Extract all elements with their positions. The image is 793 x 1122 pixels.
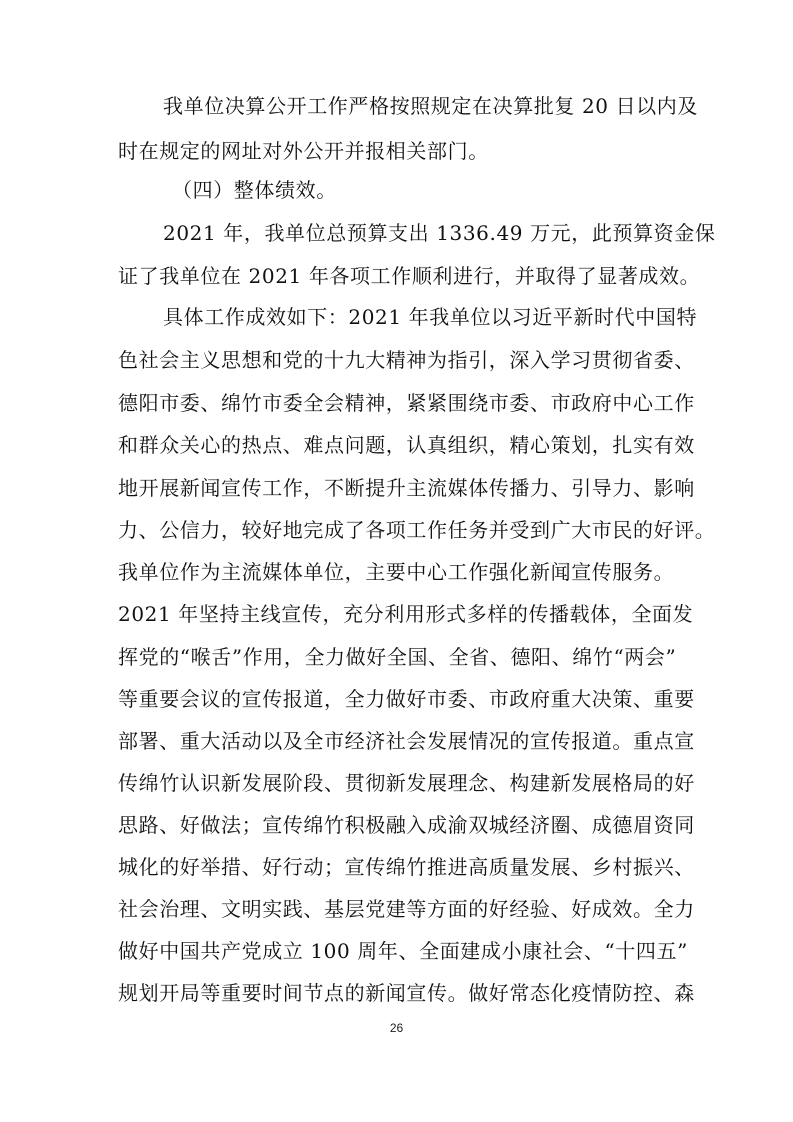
- paragraph-line-21: 做好中国共产党成立 100 周年、全面建成小康社会、“十四五”: [118, 939, 688, 963]
- paragraph-line-14: 挥党的“喉舌”作用，全力做好全国、全省、德阳、绵竹“两会”: [118, 645, 677, 669]
- paragraph-line-12: 我单位作为主流媒体单位，主要中心工作强化新闻宣传服务。: [118, 560, 675, 584]
- paragraph-line-4: 2021 年，我单位总预算支出 1336.49 万元，此预算资金保: [163, 221, 716, 245]
- page-number: 26: [389, 1021, 404, 1035]
- paragraph-line-8: 德阳市委、绵竹市委全会精神，紧紧围绕市委、市政府中心工作: [118, 391, 695, 415]
- paragraph-line-17: 传绵竹认识新发展阶段、贯彻新发展理念、构建新发展格局的好: [118, 771, 695, 795]
- paragraph-line-10: 地开展新闻宣传工作，不断提升主流媒体传播力、引导力、影响: [118, 476, 695, 500]
- paragraph-line-19: 城化的好举措、好行动；宣传绵竹推进高质量发展、乡村振兴、: [118, 855, 695, 879]
- paragraph-line-16: 部署、重大活动以及全市经济社会发展情况的宣传报道。重点宣: [118, 729, 695, 753]
- paragraph-line-5: 证了我单位在 2021 年各项工作顺利进行，并取得了显著成效。: [118, 264, 701, 288]
- paragraph-line-1: 我单位决算公开工作严格按照规定在决算批复 20 日以内及: [163, 94, 698, 118]
- paragraph-line-18: 思路、好做法；宣传绵竹积极融入成渝双城经济圈、成德眉资同: [118, 813, 695, 837]
- paragraph-line-2: 时在规定的网址对外公开并报相关部门。: [118, 139, 489, 163]
- paragraph-line-9: 和群众关心的热点、难点问题，认真组织，精心策划，扎实有效: [118, 433, 695, 457]
- paragraph-line-20: 社会治理、文明实践、基层党建等方面的好经验、好成效。全力: [118, 897, 695, 921]
- paragraph-line-7: 色社会主义思想和党的十九大精神为指引，深入学习贯彻省委、: [118, 348, 695, 372]
- section-heading-overall-performance: （四）整体绩效。: [172, 178, 337, 202]
- paragraph-line-6: 具体工作成效如下：2021 年我单位以习近平新时代中国特: [163, 305, 698, 329]
- paragraph-line-15: 等重要会议的宣传报道，全力做好市委、市政府重大决策、重要: [118, 687, 695, 711]
- paragraph-line-13: 2021 年坚持主线宣传，充分利用形式多样的传播载体，全面发: [118, 602, 694, 626]
- paragraph-line-22: 规划开局等重要时间节点的新闻宣传。做好常态化疫情防控、森: [118, 981, 695, 1005]
- paragraph-line-11: 力、公信力，较好地完成了各项工作任务并受到广大市民的好评。: [118, 518, 716, 542]
